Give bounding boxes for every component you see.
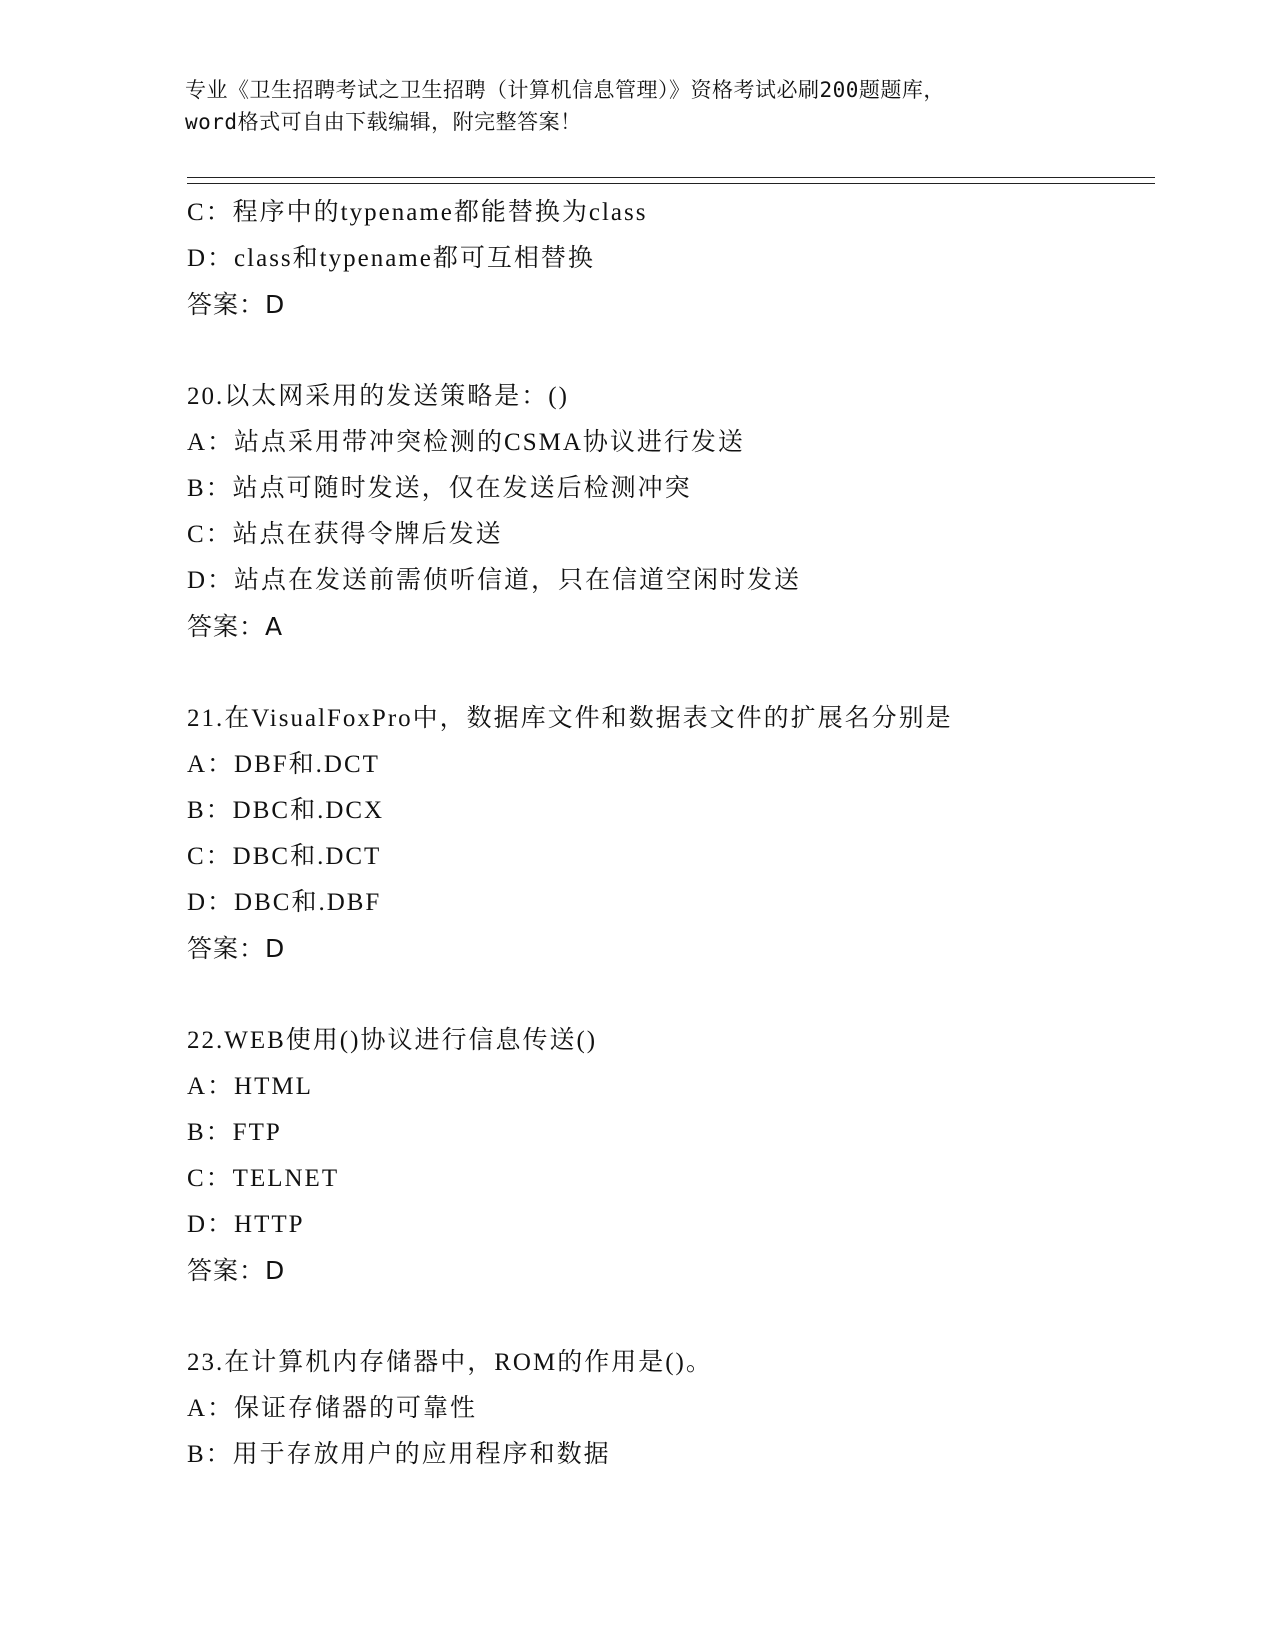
answer-label: 答案：D (187, 290, 286, 319)
question-20 (187, 374, 1147, 650)
question-text: 22.WEB使用()协议进行信息传送() (187, 1027, 598, 1054)
document-header (185, 74, 1085, 138)
option-a: A：站点采用带冲突检测的CSMA协议进行发送 (187, 429, 745, 456)
question-22 (187, 1018, 1147, 1294)
option-d: D：class和typename都可互相替换 (187, 245, 595, 272)
header-divider-bottom (187, 183, 1155, 184)
option-a: A：DBF和.DCT (187, 751, 380, 778)
question-21 (187, 696, 1147, 972)
option-c: C：程序中的typename都能替换为class (187, 199, 648, 226)
option-b: B：FTP (187, 1119, 282, 1146)
option-d: D：DBC和.DBF (187, 889, 382, 916)
answer-label: 答案：A (187, 612, 284, 641)
header-divider-top (187, 177, 1155, 178)
option-c: C：站点在获得令牌后发送 (187, 521, 503, 548)
option-c: C：TELNET (187, 1165, 340, 1192)
option-a: A：保证存储器的可靠性 (187, 1395, 478, 1422)
spacer (187, 328, 1147, 374)
answer-label: 答案：D (187, 934, 286, 963)
header-title-line1: 专业《卫生招聘考试之卫生招聘（计算机信息管理）》资格考试必刷200题题库， (185, 78, 945, 102)
option-c: C：DBC和.DCT (187, 843, 382, 870)
option-b: B：DBC和.DCX (187, 797, 385, 824)
question-19-continued (187, 190, 1147, 328)
spacer (187, 972, 1147, 1018)
question-list (187, 190, 1147, 1478)
header-title-line2: word格式可自由下载编辑，附完整答案！ (185, 110, 582, 134)
question-text: 20.以太网采用的发送策略是：() (187, 383, 569, 410)
option-b: B：用于存放用户的应用程序和数据 (187, 1441, 611, 1468)
question-text: 23.在计算机内存储器中，ROM的作用是()。 (187, 1349, 713, 1376)
answer-label: 答案：D (187, 1256, 286, 1285)
option-b: B：站点可随时发送，仅在发送后检测冲突 (187, 475, 692, 502)
option-d: D：HTTP (187, 1211, 305, 1238)
spacer (187, 1294, 1147, 1340)
option-d: D：站点在发送前需侦听信道，只在信道空闲时发送 (187, 567, 802, 594)
spacer (187, 650, 1147, 696)
question-text: 21.在VisualFoxPro中，数据库文件和数据表文件的扩展名分别是 (187, 705, 953, 732)
option-a: A：HTML (187, 1073, 313, 1100)
question-23 (187, 1340, 1147, 1478)
